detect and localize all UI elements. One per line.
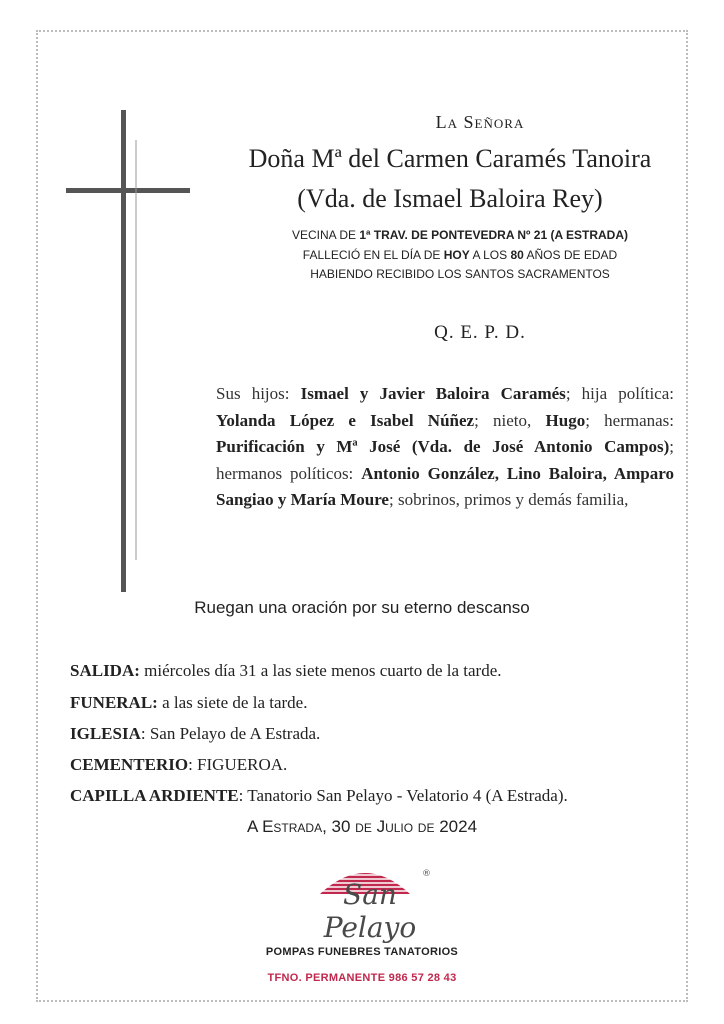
detail-value: : San Pelayo de A Estrada. — [140, 724, 321, 743]
death-day: HOY — [443, 248, 470, 262]
company-logo-text: San Pelayo — [323, 878, 417, 944]
detail-salida — [70, 661, 690, 681]
family-grandson: Hugo — [545, 410, 586, 430]
death-age: 80 — [510, 248, 524, 262]
company-name: POMPAS FUNEBRES TANATORIOS — [265, 946, 459, 958]
honorific-title: La Señora — [435, 112, 525, 132]
detail-value: miércoles día 31 a las siete menos cuarto de la tarde. — [139, 661, 502, 680]
prayer-line: Ruegan una oración por su eterno descanso — [194, 598, 530, 617]
family-siblings-in-law: Antonio González, Lino Baloira, Amparo Sangiao y María Moure — [216, 463, 674, 510]
detail-funeral — [70, 693, 690, 713]
detail-label: CAPILLA ARDIENTE — [70, 786, 239, 805]
detail-cementerio — [70, 755, 690, 775]
detail-value: a las siete de la tarde. — [157, 693, 308, 712]
family-paragraph — [216, 381, 674, 514]
family-text: ; hija política: — [565, 384, 674, 403]
family-text: ; sobrinos, primos y demás familia, — [388, 490, 629, 510]
family-text: Sus hijos: — [216, 384, 301, 403]
family-children: Ismael y Javier Baloira Caramés — [300, 384, 566, 403]
family-text: ; hermanas: — [585, 410, 675, 430]
family-sisters: Purificación y Mª José (Vda. de José Antonio Campos) — [216, 437, 670, 457]
deceased-name: Doña Mª del Carmen Caramés Tanoira — [248, 144, 652, 173]
detail-label: SALIDA: — [70, 661, 140, 680]
residence-address: 1ª TRAV. DE PONTEVEDRA Nº 21 (A ESTRADA) — [359, 228, 628, 242]
detail-iglesia — [70, 724, 690, 744]
date-line: A Estrada, 30 de Julio de 2024 — [246, 817, 478, 836]
widow-of: (Vda. de Ismael Baloira Rey) — [297, 184, 603, 213]
detail-value: : FIGUEROA. — [188, 755, 288, 774]
detail-label: CEMENTERIO — [70, 755, 189, 774]
sacraments-line: HABIENDO RECIBIDO LOS SANTOS SACRAMENTOS — [310, 267, 610, 281]
family-text: ; hermanos políticos: — [216, 437, 674, 483]
death-line — [230, 248, 690, 262]
death-suffix: AÑOS DE EDAD — [523, 248, 618, 262]
residence-prefix: VECINA DE — [292, 228, 360, 242]
death-prefix: FALLECIÓ EN EL DÍA DE — [302, 248, 444, 262]
company-phone: TFNO. PERMANENTE 986 57 28 43 — [267, 972, 457, 984]
residence-line — [230, 228, 690, 242]
family-text: ; nieto, — [474, 410, 546, 430]
detail-capilla — [70, 786, 690, 806]
family-in-laws: Yolanda López e Isabel Núñez — [216, 410, 475, 430]
registered-mark: ® — [422, 869, 431, 879]
death-mid: A LOS — [469, 248, 511, 262]
detail-label: IGLESIA — [70, 724, 141, 743]
qepd: Q. E. P. D. — [434, 322, 526, 343]
detail-value: : Tanatorio San Pelayo - Velatorio 4 (A Estrada). — [238, 786, 568, 805]
detail-label: FUNERAL: — [70, 693, 158, 712]
